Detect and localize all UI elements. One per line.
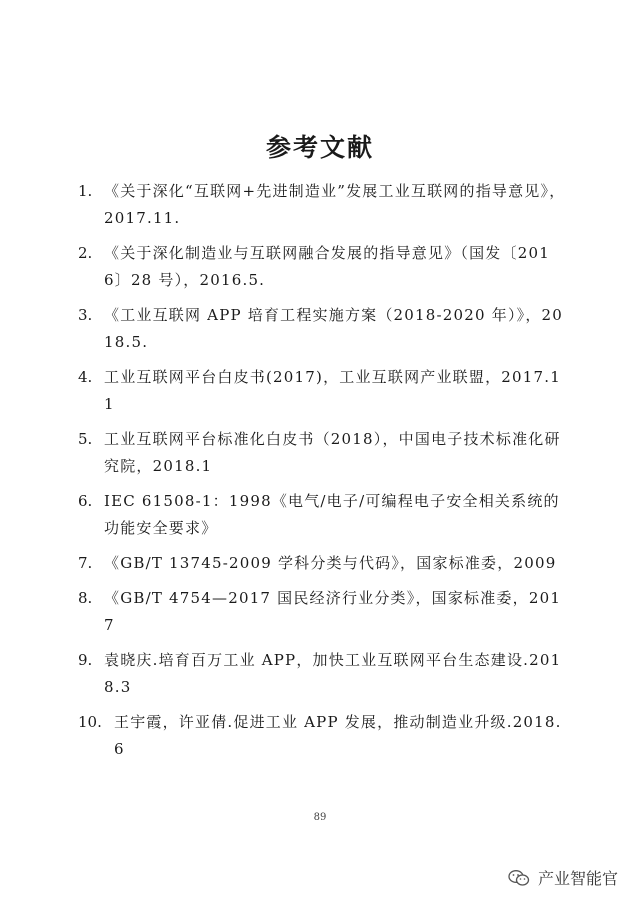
reference-text: 《关于深化制造业与互联网融合发展的指导意见》（国发〔2016〕28 号），2016.5. [104, 244, 550, 289]
reference-text: IEC 61508-1：1998《电气/电子/可编程电子安全相关系统的功能安全要求》 [104, 492, 560, 537]
reference-number: 2. [78, 244, 93, 262]
reference-text: 工业互联网平台白皮书(2017)，工业互联网产业联盟，2017.11 [104, 368, 561, 413]
watermark [508, 866, 618, 889]
reference-number: 9. [78, 651, 93, 669]
reference-number: 3. [78, 306, 93, 324]
reference-text: 工业互联网平台标准化白皮书（2018），中国电子技术标准化研究院，2018.1 [104, 430, 561, 475]
reference-item [78, 709, 568, 763]
reference-item [78, 240, 568, 294]
reference-text: 袁晓庆.培育百万工业 APP，加快工业互联网平台生态建设.2018.3 [104, 651, 562, 696]
reference-number: 7. [78, 554, 93, 572]
page-number: 89 [313, 812, 327, 823]
reference-text: 《GB/T 13745-2009 学科分类与代码》，国家标准委，2009 [104, 554, 557, 572]
reference-item [78, 585, 568, 639]
reference-item [78, 178, 568, 232]
reference-text: 《GB/T 4754—2017 国民经济行业分类》，国家标准委，2017 [104, 589, 562, 634]
watermark-text: 产业智能官 [537, 869, 618, 888]
reference-text: 王宇霞，许亚倩.促进工业 APP 发展，推动制造业升级.2018.6 [114, 713, 562, 758]
reference-text: 《工业互联网 APP 培育工程实施方案（2018-2020 年）》，2018.5. [104, 306, 564, 351]
reference-item [78, 364, 568, 418]
reference-number: 4. [78, 368, 93, 386]
reference-number: 10. [78, 713, 102, 731]
reference-list [78, 178, 568, 771]
reference-number: 1. [78, 182, 93, 200]
reference-number: 5. [78, 430, 93, 448]
reference-item [78, 647, 568, 701]
reference-item [78, 302, 568, 356]
reference-text: 《关于深化“互联网+先进制造业”发展工业互联网的指导意见》，2017.11. [104, 182, 566, 227]
reference-number: 6. [78, 492, 93, 510]
reference-item [78, 488, 568, 542]
wechat-icon [508, 869, 530, 887]
page-title: 参考文献 [265, 133, 374, 162]
reference-number: 8. [78, 589, 93, 607]
reference-item [78, 426, 568, 480]
reference-item [78, 550, 568, 577]
